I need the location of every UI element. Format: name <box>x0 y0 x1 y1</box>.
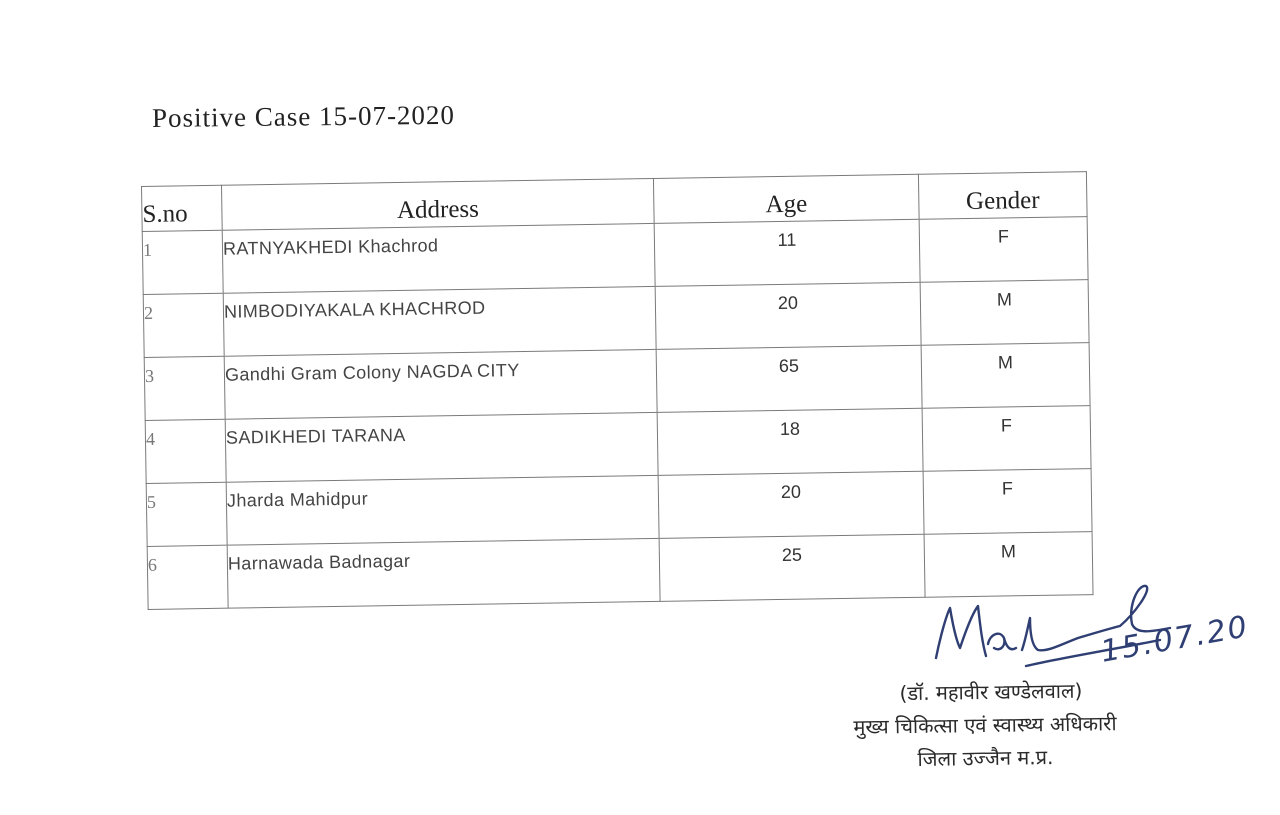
cell-sno: 5 <box>146 482 227 546</box>
cell-gender: M <box>920 280 1089 346</box>
header-gender: Gender <box>918 172 1087 220</box>
cell-sno: 3 <box>144 356 225 420</box>
header-sno: S.no <box>142 185 223 231</box>
officer-office: जिला उज्जैन म.प्र. <box>917 745 1054 771</box>
cell-address: Jharda Mahidpur <box>226 475 659 545</box>
cell-gender: F <box>919 217 1088 283</box>
header-address: Address <box>221 178 654 230</box>
cell-sno: 1 <box>142 230 223 294</box>
cell-age: 20 <box>655 282 921 349</box>
cell-gender: M <box>921 343 1090 409</box>
page-title: Positive Case 15-07-2020 <box>151 99 456 133</box>
cell-sno: 4 <box>145 419 226 483</box>
cell-age: 25 <box>659 534 925 601</box>
officer-name: (डॉ. महावीर खण्डेलवाल) <box>899 678 1083 706</box>
positive-cases-table-wrapper <box>141 171 1093 610</box>
positive-cases-table <box>141 171 1094 610</box>
cell-age: 18 <box>657 408 923 475</box>
cell-gender: F <box>923 469 1092 535</box>
cell-gender: M <box>924 532 1093 598</box>
cell-sno: 2 <box>143 293 224 357</box>
cell-age: 11 <box>654 219 920 286</box>
cell-gender: F <box>922 406 1091 472</box>
cell-address: SADIKHEDI TARANA <box>225 412 658 482</box>
cell-address: NIMBODIYAKALA KHACHROD <box>223 286 656 356</box>
officer-designation: मुख्य चिकित्सा एवं स्वास्थ्य अधिकारी <box>853 711 1117 739</box>
cell-address: Gandhi Gram Colony NAGDA CITY <box>224 349 657 419</box>
cell-age: 65 <box>656 345 922 412</box>
cell-sno: 6 <box>147 545 228 609</box>
cell-address: RATNYAKHEDI Khachrod <box>222 223 655 293</box>
signature-block <box>789 673 1180 777</box>
header-age: Age <box>653 174 919 223</box>
handwritten-date: 15.07.20 <box>1098 609 1252 670</box>
cell-age: 20 <box>658 471 924 538</box>
cell-address: Harnawada Badnagar <box>227 538 660 608</box>
